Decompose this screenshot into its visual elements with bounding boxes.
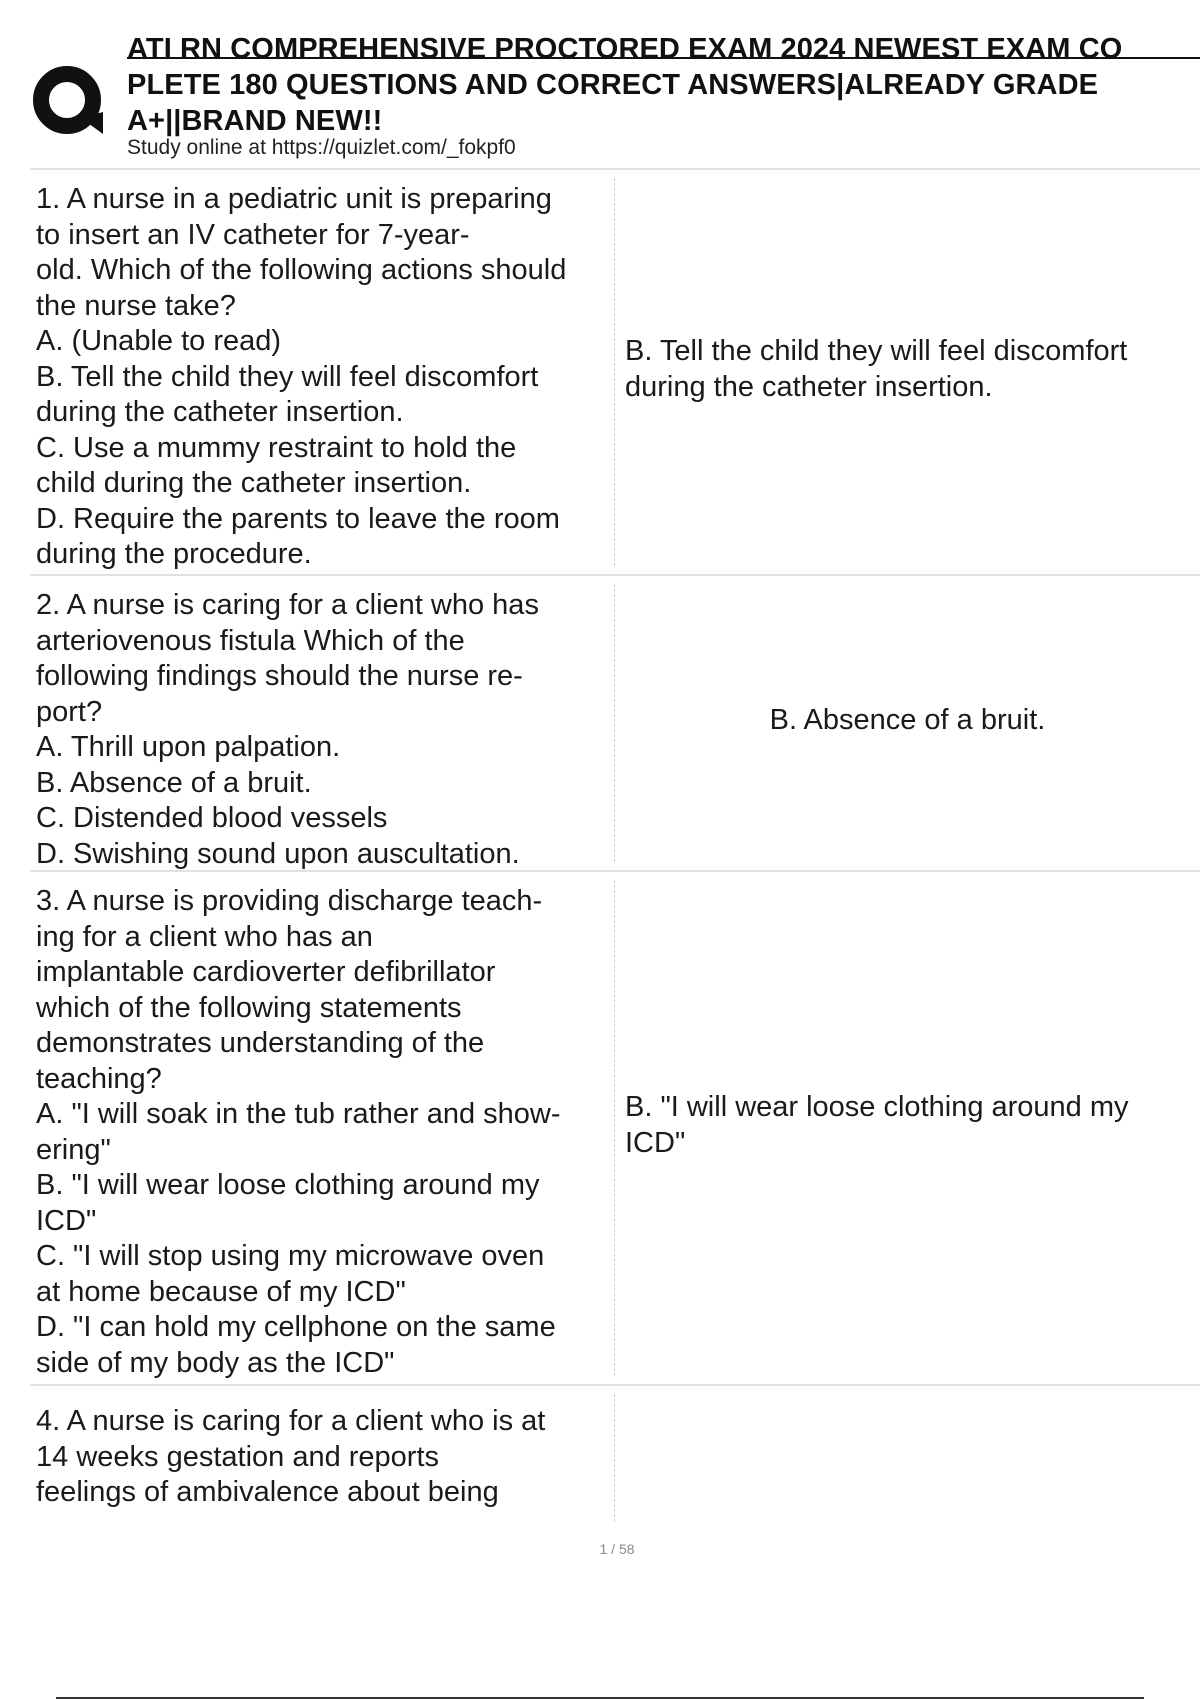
study-online-link[interactable]: Study online at https://quizlet.com/_fokpf0 [127, 136, 516, 159]
flashcard-row-2 [30, 576, 1200, 872]
flashcard-row-3 [30, 872, 1200, 1386]
quizlet-logo-icon [33, 64, 105, 136]
document-title: ATI RN COMPREHENSIVE PROCTORED EXAM 2024 NEWEST EXAM CO PLETE 180 QUESTIONS AND CORRECT ANSWERS|ALREADY GRADE A+||BRAND NEW!! [127, 33, 1123, 137]
question-text: 2. A nurse is caring for a client who has arteriovenous fistula Which of the following findings should the nurse re- port? A. Thrill upon palpation. B. Absence of a bruit. C. Distended blood vessels D. Swishing sound upon auscultation. [36, 589, 539, 870]
question-text: 4. A nurse is caring for a client who is at 14 weeks gestation and reports feelings of ambivalence about being [36, 1405, 546, 1508]
page-number: 1 / 58 [599, 1541, 635, 1557]
column-divider [614, 178, 615, 566]
column-divider [614, 1394, 615, 1522]
answer-text: B. "I will wear loose clothing around my ICD" [625, 1091, 1129, 1159]
column-divider [614, 880, 615, 1376]
document-header [30, 28, 1200, 168]
question-text: 3. A nurse is providing discharge teach- ing for a client who has an implantable cardioverter defibrillator which of the following statements demonstrates understanding of the teaching? A. "I will soak in the tub rather and show- ering" B. "I will wear loose clothing around my ICD" C. "I will stop using my microwave oven at home because of my ICD" D. "I can hold my cellphone on the same side of my body as the ICD" [36, 885, 561, 1379]
question-text: 1. A nurse in a pediatric unit is preparing to insert an IV catheter for 7-year- old. Which of the following actions should the nurse take? A. (Unable to read) B. Tell the child they will feel discomfort during the catheter insertion. C. Use a mummy restraint to hold the child during the catheter insertion. D. Require the parents to leave the room during the procedure. [36, 183, 567, 570]
footer-rule [56, 1697, 1144, 1699]
flashcard-row-1 [30, 170, 1200, 576]
answer-text: B. Tell the child they will feel discomfort during the catheter insertion. [625, 335, 1128, 403]
answer-text: B. Absence of a bruit. [769, 704, 1046, 736]
flashcard-row-4 [30, 1386, 1200, 1530]
